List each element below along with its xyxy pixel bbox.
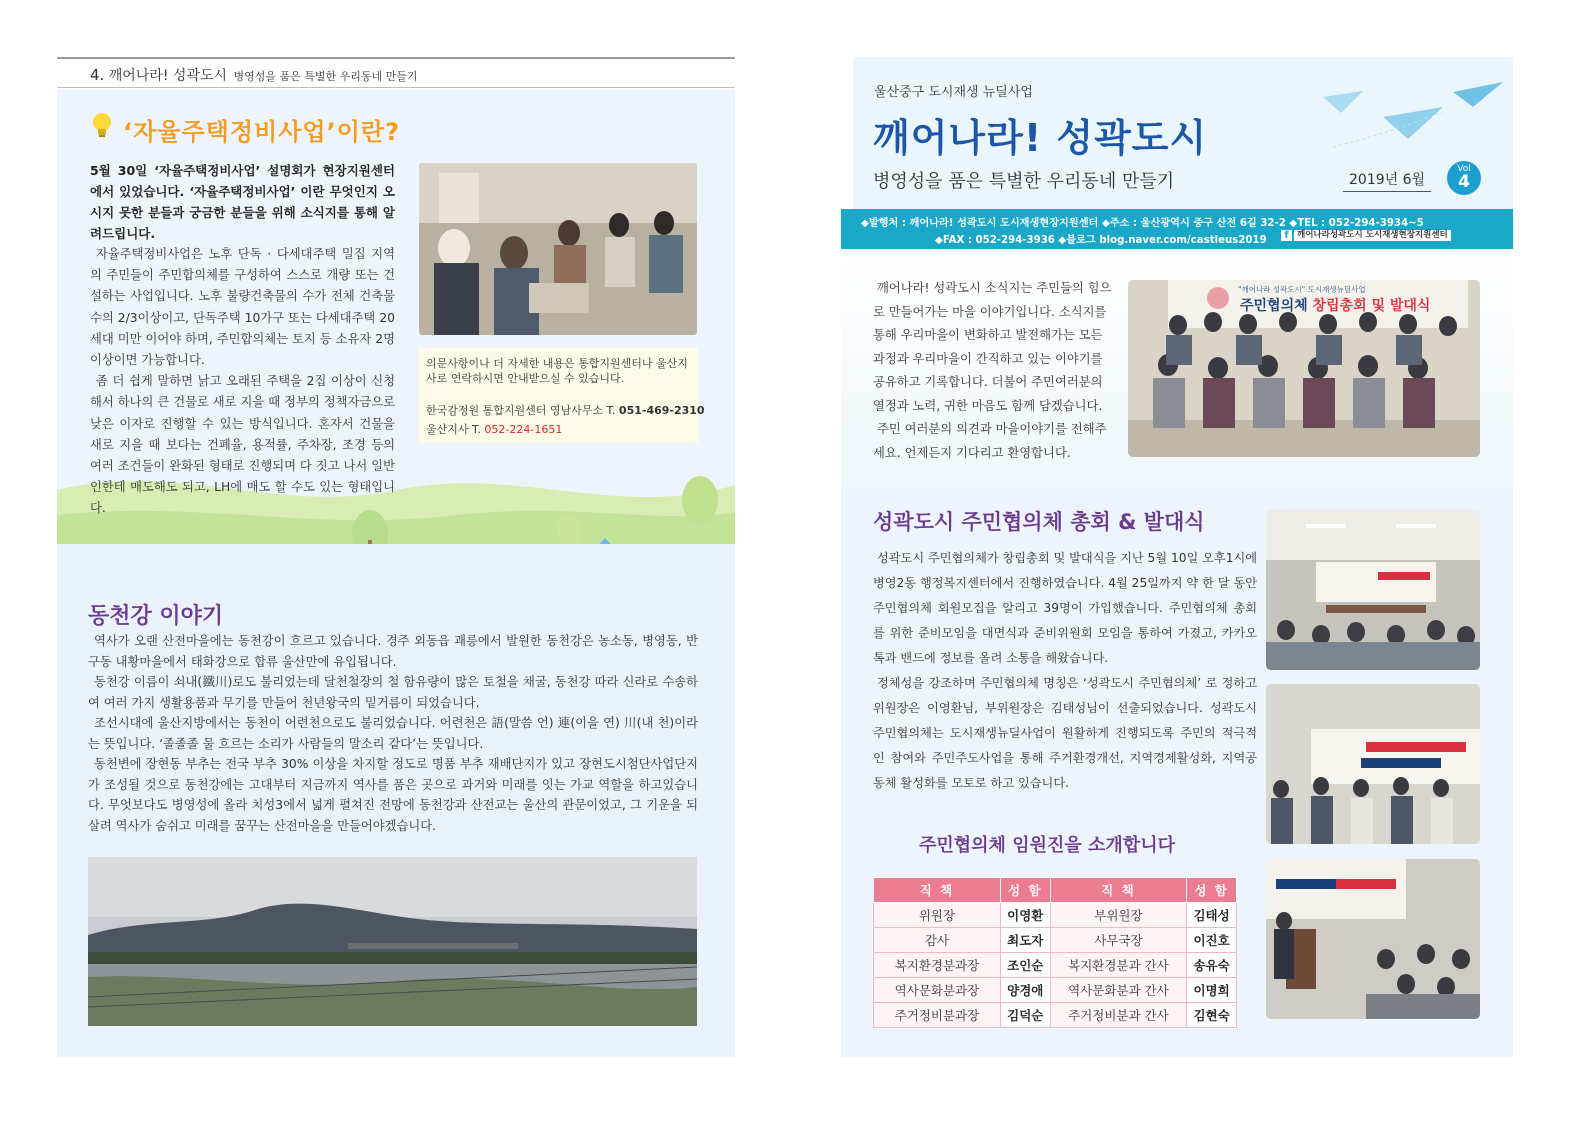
members-title: 주민협의체 임원진을 소개합니다 (919, 835, 1175, 856)
contact1-label: 한국감정원 통합지원센터 영남사무소 T. (426, 404, 616, 417)
section-title-self-housing: ‘자율주택정비사업’이란? (123, 118, 400, 146)
self-housing-section (57, 90, 735, 544)
position-cell: 역사문화분과 간사 (1050, 978, 1187, 1003)
lightbulb-icon (91, 112, 113, 138)
paragraph: 자율주택정비사업은 노후 단독 · 다세대주택 밀집 지역의 주민들이 주민합의체를 구성하여 스스로 개량 또는 건설하는 사업입니다. 노후 불량건축물의 수가 전체 건축물수의 2/3이상이고, 단독주택 10가구 또는 다세대주택 20세대 미만 이어야 하며, 주민합의체는 토지 등 소유자 2명 이상이면 가능합니다. (90, 247, 395, 368)
briefing-photo-graphic (419, 163, 697, 335)
position-cell: 부위원장 (1050, 903, 1187, 928)
newsletter-title: 깨어나라! 성곽도시 (873, 116, 1208, 160)
contact-line-1 (426, 403, 705, 418)
name-cell: 최도자 (1000, 928, 1050, 953)
name-cell: 김현숙 (1187, 1003, 1237, 1028)
river-photo (88, 857, 697, 1026)
contact2-phone: 052-224-1651 (484, 423, 563, 436)
intro-text: 5월 30일 ‘자율주택정비사업’ 설명회가 현장지원센터에서 있었습니다. ‘자율주택정비사업’ 이란 무엇인지 오시지 못한 분들과 궁금한 분들을 위해 소식지를 통해 알려드립니다. (90, 163, 395, 241)
members-table (873, 877, 1237, 1028)
event-photo-3-graphic (1266, 859, 1480, 1019)
self-housing-body (90, 244, 395, 520)
name-cell: 이영환 (1000, 903, 1050, 928)
paragraph: 조선시대에 울산지방에서는 동천이 어련천으로도 불리었습니다. 어련천은 語(말씀 언) 連(이을 연) 川(내 천)이라는 뜻입니다. ‘졸졸졸 물 흐르는 소리가 사람들의 말소리 같다’는 뜻입니다. (88, 716, 698, 751)
article-body (873, 546, 1257, 796)
position-cell: 주거정비분과 간사 (1050, 1003, 1187, 1028)
position-cell: 위원장 (874, 903, 1001, 928)
contact1-phone: 051-469-2310 (618, 404, 705, 417)
newsletter-subtitle: 병영성을 품은 특별한 우리동네 만들기 (873, 171, 1175, 192)
river-photo-graphic (88, 857, 697, 1026)
position-cell: 주거정비분과장 (874, 1003, 1001, 1028)
header-subtitle: 병영성을 품은 특별한 우리동네 만들기 (233, 70, 418, 83)
publisher-line-2: ◆FAX : 052-294-3936 ◆블로그 blog.naver.com/castleus2019 (935, 235, 1267, 246)
article-title: 성곽도시 주민협의체 총회 & 발대식 (873, 510, 1205, 534)
position-cell: 사무국장 (1050, 928, 1187, 953)
name-cell: 김태성 (1187, 903, 1237, 928)
paragraph: 역사가 오랜 산전마을에는 동천강이 흐르고 있습니다. 경주 외동읍 괘릉에서 발원한 동천강은 농소동, 병영동, 반구동 내황마을에서 태화강으로 합류 울산만에 유입됩니다. (88, 634, 698, 669)
contact2-label: 울산지사 T. (426, 423, 481, 436)
paragraph: 성곽도시 주민협의체가 창립총회 및 발대식을 지난 5월 10일 오후1시에 병영2동 행정복지센터에서 진행하였습니다. 4월 25일까지 약 한 달 동안 주민협의체 회원모집을 알리고 39명이 가입했습니다. 주민협의체 총회를 위한 준비모임을 대면식과 준비위원회 모임을 통하여 가졌고, 카카오톡과 밴드에 정보를 올려 소통을 해왔습니다. (873, 551, 1257, 665)
name-cell: 이진호 (1187, 928, 1237, 953)
header-title: 깨어나라! 성곽도시 (108, 68, 228, 84)
col-header-position: 직 책 (874, 878, 1001, 903)
right-page (853, 57, 1531, 1057)
position-cell: 감사 (874, 928, 1001, 953)
position-cell: 역사문화분과장 (874, 978, 1001, 1003)
greeting-text (873, 277, 1118, 465)
table-row (874, 1003, 1237, 1028)
table-row (874, 928, 1237, 953)
event-photo-1-graphic (1266, 510, 1480, 670)
name-cell: 조인순 (1000, 953, 1050, 978)
header-rule-bottom (57, 87, 735, 88)
dongcheon-body (88, 631, 698, 836)
name-cell: 김덕순 (1000, 1003, 1050, 1028)
facebook-icon: f (1281, 230, 1292, 241)
issue-date: 2019년 6월 (1343, 169, 1431, 192)
paragraph: 좀 더 쉽게 말하면 낡고 오래된 주택을 2집 이상이 신청해서 하나의 큰 건물로 새로 지을 때 정부의 정책자금으로 낮은 이자로 진행할 수 있는 방식입니다. 혼자서 건물을 새로 지을 때 보다는 건폐율, 용적률, 주차장, 조경 등의 여러 조건들이 완화된 형태로 진행되며 다 짓고 나서 일반인한테 매도해도 되고, LH에 매도 할 수도 있는 형태입니다. (90, 374, 395, 516)
left-page (57, 57, 735, 1057)
publisher-info-bar (841, 209, 1513, 249)
briefing-session-photo (419, 163, 697, 335)
col-header-position: 직 책 (1050, 878, 1187, 903)
paragraph: 주민 여러분의 의견과 마을이야기를 전해주세요. 언제든지 기다리고 환영합니다. (873, 422, 1107, 460)
facebook-label: 깨어나라성곽도시 도시재생현장지원센터 (1294, 230, 1451, 241)
position-cell: 복지환경분과장 (874, 953, 1001, 978)
group-photo (1128, 280, 1480, 457)
contact-note (418, 348, 705, 443)
page-number: 4. (90, 66, 105, 84)
name-cell: 이명희 (1187, 978, 1237, 1003)
name-cell: 송유숙 (1187, 953, 1237, 978)
publisher-line-1: ◆발행처 : 깨어나라! 성곽도시 도시재생현장지원센터 ◆주소 : 울산광역시 중구 산전 6길 32-2 ◆TEL : 052-294-3934~5 (861, 218, 1424, 229)
position-cell: 복지환경분과 간사 (1050, 953, 1187, 978)
volume-number: 4 (1458, 172, 1470, 192)
name-cell: 양경애 (1000, 978, 1050, 1003)
masthead-kicker: 울산중구 도시재생 뉴딜사업 (874, 85, 1033, 100)
note-question: 의문사항이나 더 자세한 내용은 통합지원센터나 울산지사로 연락하시면 안내받으실 수 있습니다. (426, 357, 688, 385)
table-row (874, 903, 1237, 928)
running-header (90, 65, 418, 85)
event-photo-2-graphic (1266, 684, 1480, 844)
paragraph: 동천강 이름이 쇠내(鐵川)로도 불리었는데 달천철장의 철 함유량이 많은 토철을 채굴, 동천강 따라 신라로 수송하여 여러 가지 생활용품과 무기를 만들어 천년왕국의 밑거름이 되었습니다. (88, 675, 698, 710)
paragraph: 정체성을 강조하며 주민협의체 명칭은 ‘성곽도시 주민협의체’ 로 정하고 위원장은 이영환님, 부위원장은 김태성님이 선출되었습니다. 성곽도시 주민협의체는 도시재생뉴딜사업이 원활하게 진행되도록 주민의 적극적인 참여와 주민주도사업을 통해 주거환경개선, 지역경제활성화, 지역공동체 활성화를 모토로 하고 있습니다. (873, 676, 1257, 790)
col-header-name: 성 함 (1187, 878, 1237, 903)
banner-line-2 (1240, 295, 1430, 315)
contact-line-2 (426, 422, 562, 437)
paragraph: 동천변에 장현동 부추는 전국 부추 30% 이상을 차지할 정도로 명품 부추 재배단지가 있고 장현도시첨단사업단지가 조성될 것으로 동천강에는 고대부터 지금까지 역사를 품은 곳으로 과거와 미래를 잇는 가교 역할을 하고있습니다. 무엇보다도 병영성에 올라 치성3에서 넓게 펼쳐진 전망에 동천강과 산전교는 울산의 관문이었고, 그 기운을 되살려 역사가 숨쉬고 미래를 꿈꾸는 산전마을을 만들어야겠습니다. (88, 757, 698, 833)
event-photo-2 (1266, 684, 1480, 844)
col-header-name: 성 함 (1000, 878, 1050, 903)
event-photo-1 (1266, 510, 1480, 670)
event-photo-3 (1266, 859, 1480, 1019)
table-row (874, 953, 1237, 978)
table-header-row (874, 878, 1237, 903)
masthead (853, 57, 1513, 209)
volume-badge (1447, 161, 1481, 195)
table-row (874, 978, 1237, 1003)
section-title-dongcheon: 동천강 이야기 (88, 604, 224, 629)
banner-title-a: 주민협의체 (1240, 298, 1308, 314)
facebook-link[interactable] (1281, 230, 1451, 242)
paragraph: 깨어나라! 성곽도시 소식지는 주민들의 힘으로 만들어가는 마을 이야기입니다. 소식지를 통해 우리마을이 변화하고 발전해가는 모든 과정과 우리마을이 간직하고 있는 이야기를 공유하고 기록합니다. 더불어 주민여러분의 열정과 노력, 귀한 마음도 함께 담겠습니다. (873, 281, 1112, 413)
header-rule (57, 57, 735, 59)
banner-title-b: 창립총회 및 발대식 (1312, 298, 1431, 314)
banner-line-1: "깨어나라 성곽도시" 도시재생뉴딜사업 (1238, 285, 1366, 294)
volume-label: Vol (1457, 164, 1471, 174)
